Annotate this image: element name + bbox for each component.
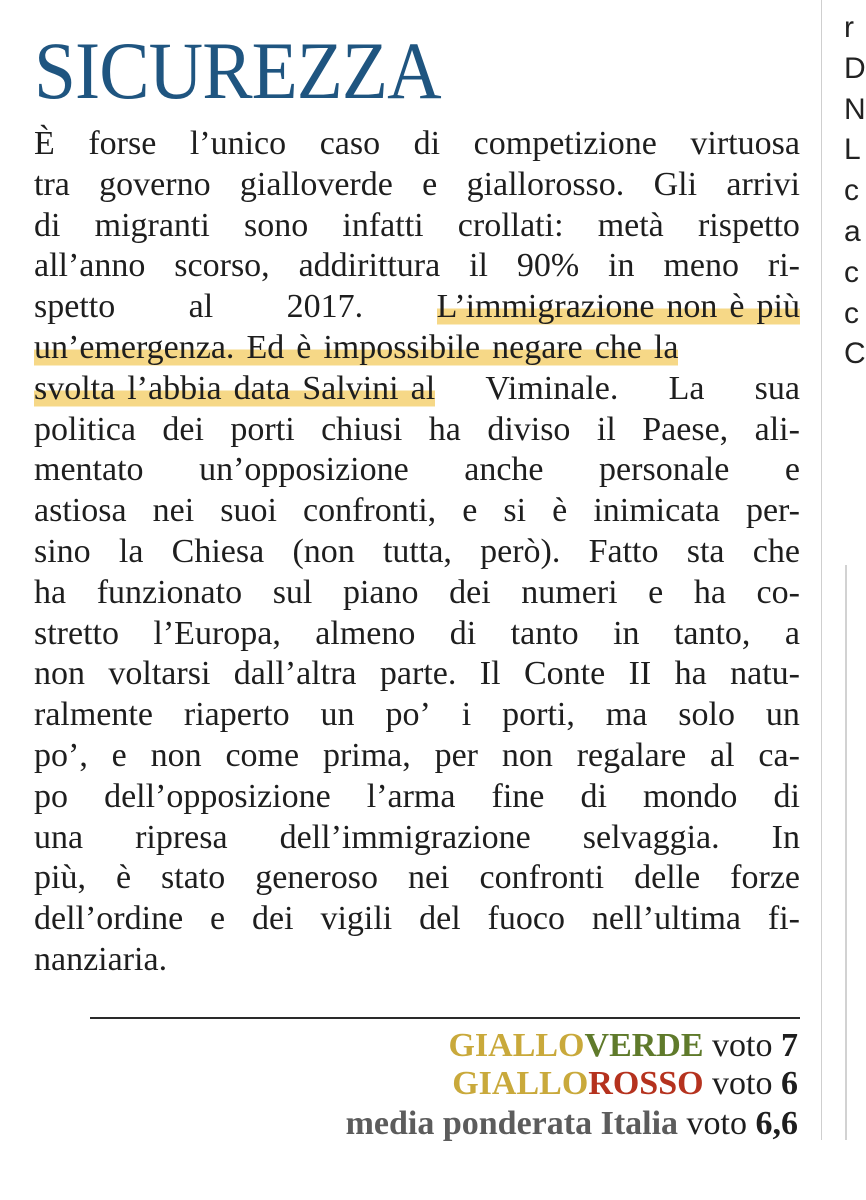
article-word: suoi: [220, 492, 277, 530]
article-word: la: [653, 328, 679, 366]
article-word: sua: [754, 369, 800, 407]
article-word: nanziaria.: [34, 940, 168, 978]
article-word: dei: [252, 900, 294, 938]
divider: [90, 1017, 800, 1019]
article-word: più,: [34, 859, 86, 897]
article-word: la: [118, 532, 144, 570]
article-word: arrivi: [726, 165, 800, 203]
article-word: Chiesa: [171, 532, 265, 570]
article-word: Fatto: [588, 532, 659, 570]
article-word: non: [150, 736, 202, 774]
article-word: Viminale.: [485, 369, 619, 407]
article-line: [34, 532, 800, 573]
article-word: che: [594, 328, 642, 366]
article-word: di: [580, 777, 607, 815]
article-word: del: [419, 900, 461, 938]
side-box-rule: [845, 565, 847, 1140]
article-line: [34, 573, 800, 614]
article-word: in: [608, 247, 635, 285]
article-word: sta: [686, 532, 725, 570]
article-line: [34, 246, 800, 287]
article-word: sono: [244, 206, 309, 244]
score-gialloverde-part2: VERDE: [584, 1027, 704, 1064]
article-word: crollati:: [457, 206, 564, 244]
article-word: po’,: [34, 736, 88, 774]
article-word: parte.: [379, 655, 457, 693]
article-word: di: [413, 125, 441, 162]
article-word: tanto,: [673, 614, 751, 652]
article-word: dei: [449, 573, 491, 611]
side-column-letter: N: [844, 92, 866, 126]
article-word: ali-: [754, 410, 800, 448]
article-word: il: [469, 247, 488, 285]
article-word: svolta: [34, 369, 116, 407]
article-word: Salvini: [302, 369, 399, 407]
article-line: [34, 654, 800, 695]
article-word: nell’ultima: [591, 900, 742, 938]
article-word: Gli: [653, 165, 698, 203]
article-word: forse: [88, 125, 157, 162]
article-word: per: [434, 736, 479, 774]
score-giallorosso-value: 6: [781, 1065, 798, 1102]
article-word: riaperto: [183, 696, 290, 734]
article-word: un’opposizione: [199, 451, 409, 489]
article-line: [34, 491, 800, 532]
article-word: virtuosa: [690, 125, 800, 162]
score-media-value: 6,6: [755, 1105, 798, 1142]
article-word: sul: [272, 573, 313, 611]
article-word: infatti: [342, 206, 424, 244]
article-word: impossibile: [323, 328, 481, 366]
article-word: addirittura: [298, 247, 441, 285]
article-word: voltarsi: [108, 655, 211, 693]
article-word: generoso: [255, 859, 378, 897]
article-line: [34, 940, 800, 981]
article-word: non: [34, 655, 85, 693]
article-word: non: [666, 288, 718, 326]
article-word: di: [773, 777, 800, 815]
article-word: spetto: [34, 288, 116, 326]
score-media-name: media ponderata Italia: [345, 1105, 679, 1142]
article-word: ma: [605, 696, 648, 734]
article-word: un: [320, 696, 355, 734]
article-word: all’anno: [34, 247, 146, 285]
article-word: un’emergenza.: [34, 328, 235, 366]
article-word: co-: [756, 573, 800, 611]
highlighted-text: [34, 328, 678, 369]
article-word: per-: [745, 492, 800, 530]
article-word: vigili: [320, 900, 393, 938]
article-word: e: [111, 736, 127, 774]
article-word: si: [503, 492, 527, 530]
article-word: di: [34, 206, 61, 244]
article-word: l’unico: [189, 125, 287, 162]
article-word: ha: [693, 573, 726, 611]
article-word: sino: [34, 532, 91, 570]
article-word: inimicata: [593, 492, 720, 530]
article-word: politica: [34, 410, 136, 448]
article-word: natu-: [730, 655, 800, 693]
article-word: e: [648, 573, 664, 611]
article-line: [34, 450, 800, 491]
article-word: tanto: [510, 614, 579, 652]
side-column-letter: c: [844, 255, 859, 289]
article-word: ralmente: [34, 696, 153, 734]
article-word: piano: [342, 573, 419, 611]
article-line: [34, 899, 800, 940]
article-word: mentato: [34, 451, 144, 489]
article-word: i: [461, 696, 472, 734]
article-word: il: [596, 410, 616, 448]
score-media: [346, 1104, 798, 1144]
article-word: II: [628, 655, 652, 693]
score-giallorosso-part2: ROSSO: [588, 1065, 704, 1102]
article-word: giallorosso.: [466, 165, 625, 203]
article-word: confronti,: [303, 492, 437, 530]
article-word: l’abbia: [127, 369, 222, 407]
article-word: mondo: [642, 777, 738, 815]
side-column-letter: D: [844, 51, 866, 85]
article-word: è: [115, 859, 132, 897]
article-word: rispetto: [697, 206, 800, 244]
article-word: e: [210, 900, 226, 938]
article-word: fine: [491, 777, 545, 815]
article-word: tutta,: [382, 532, 452, 570]
article-body: [34, 124, 800, 981]
side-column-letter: L: [844, 133, 861, 167]
score-giallorosso-label: voto: [712, 1065, 773, 1102]
article-word: governo: [99, 165, 211, 203]
article-word: metà: [597, 206, 664, 244]
article-word: regalare: [576, 736, 687, 774]
article-word: l’arma: [366, 777, 456, 815]
article-word: po: [34, 777, 68, 815]
article-word: che: [752, 532, 800, 570]
article-word: ca-: [758, 736, 800, 774]
article-word: porti,: [502, 696, 575, 734]
article-word: diviso: [487, 410, 571, 448]
article-line: [34, 614, 800, 655]
article-word: e: [462, 492, 478, 530]
side-column-letter: C: [844, 337, 866, 371]
article-word: delle: [634, 859, 701, 897]
article-word: e: [422, 165, 438, 203]
article-word: forze: [730, 859, 800, 897]
article-word: Il: [479, 655, 501, 693]
article-word: selvaggia.: [582, 818, 720, 856]
column-rule: [821, 0, 822, 1140]
highlighted-text: [34, 369, 435, 410]
article-word: non: [501, 736, 553, 774]
article-word: l’Europa,: [153, 614, 281, 652]
article-word: po’: [385, 696, 431, 734]
article-word: L’immigrazione: [436, 288, 655, 326]
article-word: è: [729, 288, 745, 326]
article-line: [34, 369, 800, 410]
article-word: al: [188, 288, 214, 326]
article-word: a: [784, 614, 800, 652]
article-word: stato: [161, 859, 226, 897]
score-gialloverde: [448, 1026, 798, 1066]
article-word: e: [784, 451, 800, 489]
article-word: astiosa: [34, 492, 127, 530]
article-word: prima,: [322, 736, 411, 774]
article-word: Paese,: [642, 410, 729, 448]
score-gialloverde-label: voto: [712, 1027, 773, 1064]
article-word: solo: [678, 696, 735, 734]
article-word: dell’ordine: [34, 900, 184, 938]
article-word: È: [34, 125, 55, 162]
article-word: tra: [34, 165, 70, 203]
headline: SICUREZZA: [34, 25, 441, 116]
article-word: gialloverde: [239, 165, 393, 203]
article-word: Conte: [523, 655, 606, 693]
article-word: meno: [663, 247, 739, 285]
article-word: personale: [599, 451, 730, 489]
article-word: numeri: [521, 573, 618, 611]
article-word: ha: [674, 655, 707, 693]
article-word: più: [756, 288, 800, 326]
score-gialloverde-part1: GIALLO: [448, 1027, 585, 1064]
article-word: confronti: [479, 859, 605, 897]
article-line: [34, 818, 800, 859]
article-word: chiusi: [321, 410, 403, 448]
article-line: [34, 777, 800, 818]
score-gialloverde-value: 7: [781, 1027, 798, 1064]
article-line: [34, 858, 800, 899]
article-word: dei: [162, 410, 204, 448]
article-word: La: [668, 369, 705, 407]
side-column-letter: r: [844, 11, 854, 44]
side-column: [844, 8, 866, 375]
article-word: scorso,: [174, 247, 270, 285]
article-word: al: [410, 369, 436, 407]
article-word: caso: [319, 125, 381, 162]
article-word: ripresa: [135, 818, 228, 856]
score-giallorosso-part1: GIALLO: [452, 1065, 589, 1102]
article-word: ha: [428, 410, 461, 448]
article-word: fuoco: [487, 900, 565, 938]
article-word: ri-: [767, 247, 800, 285]
article-line: [34, 695, 800, 736]
article-word: di: [449, 614, 477, 652]
score-media-label: voto: [686, 1105, 747, 1142]
article-word: al: [710, 736, 735, 774]
article-word: è: [552, 492, 568, 530]
article-word: però).: [480, 532, 561, 570]
score-giallorosso: [452, 1064, 798, 1104]
article-word: almeno: [315, 614, 416, 652]
article-word: negare: [492, 328, 583, 366]
article-word: fi-: [767, 900, 800, 938]
article-word: anche: [464, 451, 544, 489]
article-word: in: [613, 614, 640, 652]
article-word: migranti: [94, 206, 210, 244]
article-word: come: [225, 736, 300, 774]
article-word: nei: [407, 859, 450, 897]
article-line: [34, 206, 800, 247]
side-column-letter: c: [844, 174, 859, 208]
article-word: ha: [34, 573, 67, 611]
side-column-letter: c: [844, 296, 859, 330]
article-word: un: [765, 696, 800, 734]
article-word: nei: [152, 492, 195, 530]
article-word: Ed: [246, 328, 285, 366]
article-word: porti: [230, 410, 295, 448]
article-line: [34, 328, 800, 369]
highlighted-text: [437, 287, 800, 328]
article-line: [34, 410, 800, 451]
article-line: [34, 165, 800, 206]
article-word: In: [771, 818, 800, 856]
article-word: competizione: [473, 125, 657, 162]
article-word: (non: [292, 532, 355, 570]
article-word: 2017.: [286, 288, 364, 326]
article-line: [34, 124, 800, 165]
article-word: dell’immigrazione: [279, 818, 531, 856]
article-word: data: [233, 369, 291, 407]
article-word: è: [296, 328, 312, 366]
article-line: [34, 736, 800, 777]
article-word: stretto: [34, 614, 119, 652]
article-line: [34, 287, 800, 328]
article-word: dall’altra: [233, 655, 357, 693]
article-word: funzionato: [96, 573, 243, 611]
article-word: una: [34, 818, 84, 856]
article-word: dell’opposizione: [104, 777, 331, 815]
article-word: 90%: [516, 247, 580, 285]
side-column-letter: a: [844, 214, 861, 248]
